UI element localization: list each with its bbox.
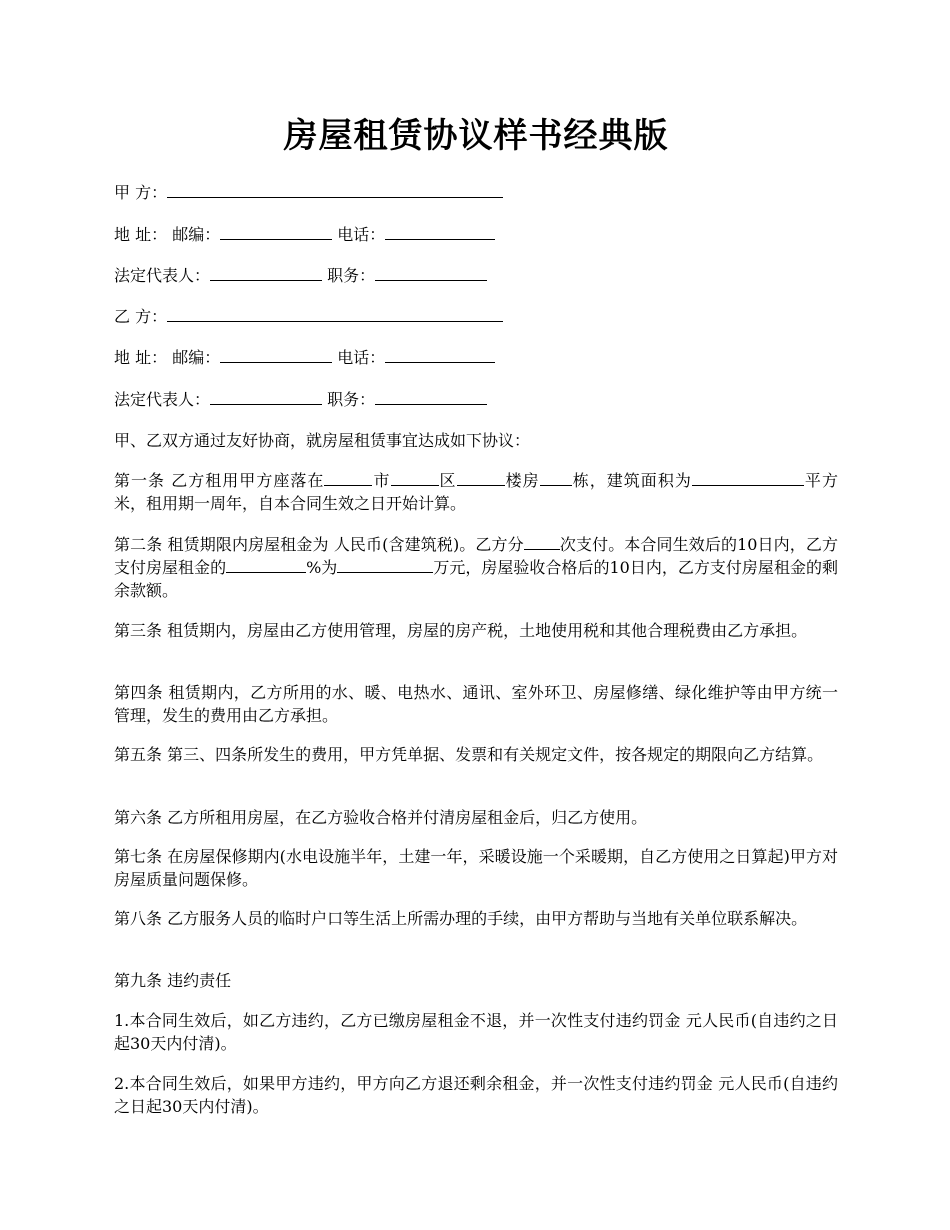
article-1-text-3: 区 — [438, 471, 457, 490]
article-2 — [114, 533, 838, 602]
article-6: 第六条 乙方所租用房屋，在乙方验收合格并付清房屋租金后，归乙方使用。 — [114, 808, 648, 827]
city-blank[interactable] — [324, 470, 372, 486]
party-b-blank[interactable] — [167, 306, 503, 322]
article-9-clause-2: 2.本合同生效后，如果甲方违约，甲方向乙方退还剩余租金，并一次性支付违约罚金 元人民币(自违约之日起30天内付清)。 — [114, 1074, 838, 1116]
article-1 — [114, 469, 838, 515]
document-title: 房屋租赁协议样书经典版 — [283, 116, 669, 156]
document-page — [114, 0, 838, 1230]
article-8: 第八条 乙方服务人员的临时户口等生活上所需办理的手续，由甲方帮助与当地有关单位联系解决。 — [114, 909, 808, 928]
article-1-text-4: 楼房 — [504, 471, 540, 490]
party-b-address-line — [114, 346, 838, 369]
building-blank[interactable] — [457, 470, 505, 486]
article-2-text-1: 第二条 租赁期限内房屋租金为 人民币(含建筑税)。乙方分 — [114, 535, 524, 554]
party-b-label: 乙 方： — [114, 307, 168, 326]
party-a-blank[interactable] — [167, 182, 503, 198]
party-a-phone-blank[interactable] — [385, 224, 495, 240]
party-b-rep-label: 法定代表人： — [114, 390, 211, 409]
intro-text: 甲、乙双方通过友好协商，就房屋租赁事宜达成如下协议： — [114, 431, 531, 450]
party-b-postcode-blank[interactable] — [220, 347, 332, 363]
party-a-label: 甲 方： — [114, 183, 168, 202]
party-b-rep-line — [114, 388, 838, 411]
article-5: 第五条 第三、四条所发生的费用，甲方凭单据、发票和有关规定文件，按各规定的期限向乙方结算。 — [114, 745, 824, 764]
article-2-text-3: %为 — [306, 558, 338, 577]
article-9: 第九条 违约责任 — [114, 971, 232, 990]
article-7: 第七条 在房屋保修期内(水电设施半年，土建一年，采暖设施一个采暖期，自乙方使用之日算起)甲方对房屋质量问题保修。 — [114, 847, 838, 889]
party-a-phone-label: 电话： — [337, 225, 386, 244]
party-b-phone-label: 电话： — [337, 348, 386, 367]
party-a-rep-line — [114, 264, 838, 287]
party-a-rep-blank[interactable] — [210, 265, 322, 281]
installment-blank[interactable] — [524, 534, 560, 550]
percent-blank[interactable] — [226, 557, 306, 573]
article-1-text-6: 平方米，租用期一周年，自本合同生效之日开始计算。 — [114, 471, 838, 513]
amount-blank[interactable] — [337, 557, 433, 573]
article-1-text-2: 市 — [372, 471, 391, 490]
party-a-line — [114, 181, 838, 204]
article-1-text-5: 栋，建筑面积为 — [571, 471, 692, 490]
party-b-address-label: 地 址： — [114, 348, 168, 367]
party-a-address-line — [114, 223, 838, 246]
article-2-text-2: 次支付。本合同生效后的10日内，乙方支付房屋租金的 — [114, 535, 838, 577]
party-b-postcode-label: 邮编： — [172, 348, 221, 367]
party-b-phone-blank[interactable] — [385, 347, 495, 363]
unit-blank[interactable] — [540, 470, 572, 486]
article-2-text-4: 万元，房屋验收合格后的10日内，乙方支付房屋租金的剩余款额。 — [114, 558, 838, 600]
party-a-postcode-label: 邮编： — [172, 225, 221, 244]
district-blank[interactable] — [391, 470, 439, 486]
party-a-position-blank[interactable] — [375, 265, 487, 281]
party-a-rep-label: 法定代表人： — [114, 266, 211, 285]
party-b-position-label: 职务： — [327, 390, 376, 409]
party-a-address-label: 地 址： — [114, 225, 168, 244]
party-a-position-label: 职务： — [327, 266, 376, 285]
article-4: 第四条 租赁期内，乙方所用的水、暖、电热水、通讯、室外环卫、房屋修缮、绿化维护等由甲方统一管理，发生的费用由乙方承担。 — [114, 683, 838, 725]
party-b-rep-blank[interactable] — [210, 389, 322, 405]
party-b-line — [114, 305, 838, 328]
party-b-position-blank[interactable] — [375, 389, 487, 405]
party-a-postcode-blank[interactable] — [220, 224, 332, 240]
area-blank[interactable] — [692, 470, 804, 486]
article-3: 第三条 租赁期内，房屋由乙方使用管理，房屋的房产税，土地使用税和其他合理税费由乙方承担。 — [114, 621, 808, 640]
article-9-clause-1: 1.本合同生效后，如乙方违约，乙方已缴房屋租金不退，并一次性支付违约罚金 元人民币(自违约之日起30天内付清)。 — [114, 1011, 838, 1053]
article-1-text-1: 第一条 乙方租用甲方座落在 — [114, 471, 325, 490]
